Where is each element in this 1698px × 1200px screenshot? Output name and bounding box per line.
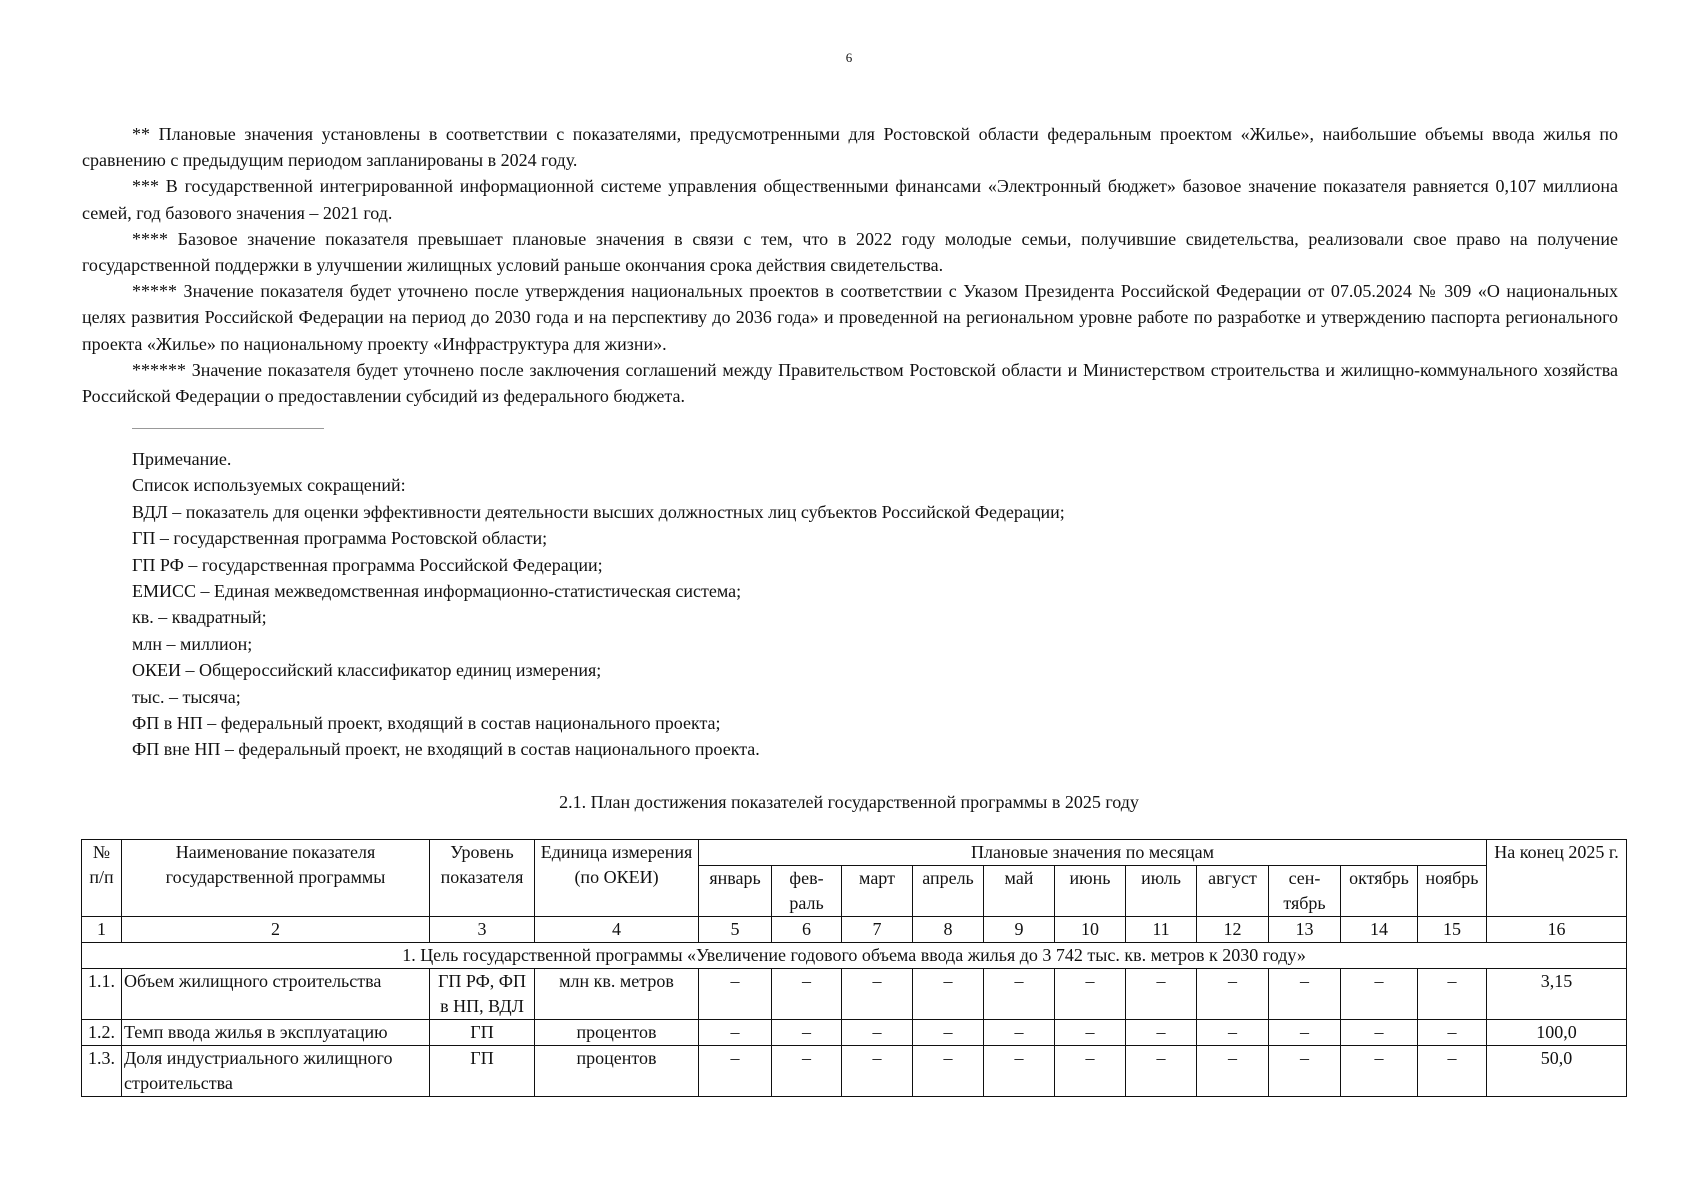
- column-number: 7: [842, 917, 913, 943]
- row-month-value: –: [1341, 1046, 1418, 1097]
- row-month-value: –: [772, 1046, 842, 1097]
- row-month-value: –: [1418, 1046, 1487, 1097]
- row-month-value: –: [1341, 1020, 1418, 1046]
- column-number: 8: [913, 917, 984, 943]
- table-row: [82, 1020, 1627, 1046]
- header-month: май: [984, 866, 1055, 917]
- row-month-value: –: [1197, 1020, 1269, 1046]
- row-month-value: –: [984, 1046, 1055, 1097]
- header-month: июль: [1126, 866, 1197, 917]
- abbreviation-item: млн – миллион;: [132, 633, 253, 654]
- row-month-value: –: [984, 1020, 1055, 1046]
- row-num: 1.2.: [82, 1020, 122, 1046]
- column-number: 4: [535, 917, 699, 943]
- row-month-value: –: [842, 969, 913, 1020]
- header-month: март: [842, 866, 913, 917]
- header-month: июнь: [1055, 866, 1126, 917]
- column-number: 14: [1341, 917, 1418, 943]
- abbreviation-item: тыс. – тысяча;: [132, 686, 241, 707]
- footnote: ****** Значение показателя будет уточнено после заключения соглашений между Правительством Ростовской области и Министерством строительства и жилищно-коммунального хозяйства Российской Федерации о предоставлении субсидий из федерального бюджета.: [82, 359, 1618, 407]
- footnote: ** Плановые значения установлены в соответствии с показателями, предусмотренными для Ростовской области федеральным проектом «Жилье», наибольшие объемы ввода жилья по сравнению с предыдущим периодом запланированы в 2024 году.: [82, 124, 1618, 171]
- row-month-value: –: [699, 1020, 772, 1046]
- abbreviation-item: ГП – государственная программа Ростовской области;: [132, 528, 548, 549]
- row-month-value: –: [842, 1020, 913, 1046]
- plan-table: [81, 839, 1627, 1097]
- header-months-group: Плановые значения по месяцам: [699, 840, 1487, 866]
- footnote: ***** Значение показателя будет уточнено после утверждения национальных проектов в соответствии с Указом Президента Российской Федерации от 07.05.2024 № 309 «О национальных целях развития Российской Федерации на период до 2030 года и на перспективу до 2036 года» и проведенной на региональном уровне работе по разработке и утверждению паспорта регионального проекта «Жилье» по национальному проекту «Инфраструктура для жизни».: [82, 281, 1618, 354]
- header-end: На конец 2025 г.: [1487, 840, 1627, 917]
- header-name: Наименование показателя государственной программы: [122, 840, 430, 917]
- column-number: 16: [1487, 917, 1627, 943]
- row-month-value: –: [1269, 969, 1341, 1020]
- row-month-value: –: [913, 1020, 984, 1046]
- row-name: Объем жилищного строительства: [122, 969, 430, 1020]
- abbreviation-item: ФП в НП – федеральный проект, входящий в состав национального проекта;: [132, 713, 721, 734]
- row-month-value: –: [699, 1046, 772, 1097]
- header-month: сен-тябрь: [1269, 866, 1341, 917]
- page-number: 6: [845, 50, 853, 65]
- footnotes: [82, 121, 1618, 409]
- header-row: [82, 840, 1627, 866]
- row-month-value: –: [913, 1046, 984, 1097]
- row-month-value: –: [1055, 1046, 1126, 1097]
- table-row: [82, 1046, 1627, 1097]
- row-month-value: –: [1197, 1046, 1269, 1097]
- row-month-value: –: [984, 969, 1055, 1020]
- row-unit: процентов: [535, 1046, 699, 1097]
- row-num: 1.1.: [82, 969, 122, 1020]
- abbreviation-item: ОКЕИ – Общероссийский классификатор единиц измерения;: [132, 660, 602, 681]
- column-number: 9: [984, 917, 1055, 943]
- row-month-value: –: [913, 969, 984, 1020]
- abbreviation-item: ГП РФ – государственная программа Российской Федерации;: [132, 554, 603, 575]
- column-number: 10: [1055, 917, 1126, 943]
- row-end-value: 100,0: [1487, 1020, 1627, 1046]
- row-month-value: –: [1269, 1020, 1341, 1046]
- row-month-value: –: [1269, 1046, 1341, 1097]
- row-month-value: –: [1418, 969, 1487, 1020]
- column-number: 6: [772, 917, 842, 943]
- column-number: 5: [699, 917, 772, 943]
- row-month-value: –: [842, 1046, 913, 1097]
- column-number: 11: [1126, 917, 1197, 943]
- row-level: ГП РФ, ФП в НП, ВДЛ: [430, 969, 535, 1020]
- row-month-value: –: [772, 1020, 842, 1046]
- abbreviation-item: ФП вне НП – федеральный проект, не входящий в состав национального проекта.: [132, 739, 760, 760]
- row-month-value: –: [1341, 969, 1418, 1020]
- row-level: ГП: [430, 1046, 535, 1097]
- header-unit: Единица измерения (по ОКЕИ): [535, 840, 699, 917]
- abbreviation-item: ВДЛ – показатель для оценки эффективности деятельности высших должностных лиц субъектов Российской Федерации;: [132, 501, 1065, 522]
- row-month-value: –: [1418, 1020, 1487, 1046]
- header-month: фев-раль: [772, 866, 842, 917]
- row-end-value: 3,15: [1487, 969, 1627, 1020]
- abbreviations-title: Список используемых сокращений:: [132, 475, 406, 496]
- row-num: 1.3.: [82, 1046, 122, 1097]
- row-month-value: –: [772, 969, 842, 1020]
- abbreviation-item: кв. – квадратный;: [132, 607, 267, 628]
- header-month: ноябрь: [1418, 866, 1487, 917]
- row-month-value: –: [1126, 969, 1197, 1020]
- header-month: август: [1197, 866, 1269, 917]
- column-number: 2: [122, 917, 430, 943]
- column-numbers-row: [82, 917, 1627, 943]
- goal-cell: 1. Цель государственной программы «Увеличение годового объема ввода жилья до 3 742 тыс. кв. метров к 2030 году»: [82, 943, 1627, 969]
- row-month-value: –: [1126, 1046, 1197, 1097]
- row-end-value: 50,0: [1487, 1046, 1627, 1097]
- note-heading: Примечание.: [132, 449, 232, 469]
- column-number: 1: [82, 917, 122, 943]
- row-name: Темп ввода жилья в эксплуатацию: [122, 1020, 430, 1046]
- separator-line: [132, 428, 324, 429]
- column-number: 13: [1269, 917, 1341, 943]
- abbreviations-block: [132, 446, 1065, 763]
- row-month-value: –: [1126, 1020, 1197, 1046]
- table-title: 2.1. План достижения показателей государственной программы в 2025 году: [559, 792, 1139, 812]
- row-unit: процентов: [535, 1020, 699, 1046]
- column-number: 3: [430, 917, 535, 943]
- row-month-value: –: [1197, 969, 1269, 1020]
- footnote: *** В государственной интегрированной информационной системе управления общественными финансами «Электронный бюджет» базовое значение показателя равняется 0,107 миллиона семей, год базового значения – 2021 год.: [82, 176, 1618, 223]
- row-name: Доля индустриального жилищного строительства: [122, 1046, 430, 1097]
- column-number: 12: [1197, 917, 1269, 943]
- column-number: 15: [1418, 917, 1487, 943]
- table-row: [82, 969, 1627, 1020]
- header-month: апрель: [913, 866, 984, 917]
- header-level: Уровень показателя: [430, 840, 535, 917]
- row-month-value: –: [699, 969, 772, 1020]
- footnote: **** Базовое значение показателя превышает плановые значения в связи с тем, что в 2022 году молодые семьи, получившие свидетельства, реализовали свое право на получение государственной поддержки в улучшении жилищных условий раньше окончания срока действия свидетельства.: [82, 228, 1618, 276]
- header-num: № п/п: [82, 840, 122, 917]
- row-unit: млн кв. метров: [535, 969, 699, 1020]
- row-month-value: –: [1055, 969, 1126, 1020]
- row-month-value: –: [1055, 1020, 1126, 1046]
- row-level: ГП: [430, 1020, 535, 1046]
- goal-row: [82, 943, 1627, 969]
- header-month: январь: [699, 866, 772, 917]
- abbreviation-item: ЕМИСС – Единая межведомственная информационно-статистическая система;: [132, 581, 742, 602]
- header-month: октябрь: [1341, 866, 1418, 917]
